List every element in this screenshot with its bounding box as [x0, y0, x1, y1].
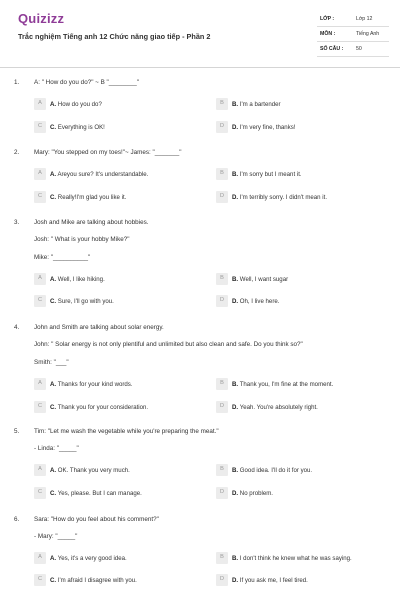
option-letter: D — [219, 489, 225, 495]
option-text: Sure, I'll go with you. — [57, 297, 114, 305]
worksheet-header — [0, 0, 400, 66]
option-text: I'm a bartender — [239, 100, 281, 108]
option-key: C. — [50, 576, 57, 584]
option-key: A. — [50, 100, 57, 108]
option-letter: B — [220, 380, 224, 386]
option-key: A. — [50, 380, 57, 388]
option-text: Yes, it's a very good idea. — [57, 554, 127, 562]
option-text: I'm sorry but I meant it. — [239, 170, 302, 178]
option-text: I'm afraid I disagree with you. — [57, 576, 137, 584]
option-key: A. — [50, 466, 57, 474]
option-key: C. — [50, 489, 57, 497]
option-key: C. — [50, 297, 57, 305]
option-text: If you ask me, I feel tired. — [239, 576, 308, 584]
option-letter: B — [220, 275, 224, 281]
option-text: I don't think he knew what he was saying. — [239, 554, 352, 562]
option-key: A. — [50, 554, 57, 562]
question-number: 6. — [14, 516, 20, 523]
option-letter: A — [38, 466, 42, 472]
option-letter: D — [219, 193, 225, 199]
option-letter: B — [220, 170, 224, 176]
option-key: A. — [50, 275, 57, 283]
option-letter: D — [219, 123, 225, 129]
option-text: I'm terribly sorry. I didn't mean it. — [239, 193, 328, 201]
option-key: A. — [50, 170, 57, 178]
option-text: No problem. — [239, 489, 273, 497]
option-key: C. — [50, 123, 57, 131]
option-letter: C — [37, 193, 43, 199]
option-letter: A — [38, 100, 42, 106]
question-text: - Mary: "_____" — [34, 533, 78, 540]
option-text: How do you do? — [57, 100, 102, 108]
meta-row-subject — [317, 29, 389, 42]
meta-label: LỚP : — [320, 16, 335, 22]
option-key: D. — [232, 193, 239, 201]
meta-value: 50 — [356, 46, 362, 52]
option-key: D. — [232, 403, 239, 411]
meta-row-count — [317, 44, 389, 57]
option-text: Yes, please. But I can manage. — [57, 489, 142, 497]
option-key: B. — [232, 100, 239, 108]
option-letter: B — [220, 554, 224, 560]
header-divider — [0, 67, 400, 68]
option-letter: D — [219, 576, 225, 582]
option-text: Thank you for your consideration. — [57, 403, 149, 411]
option-key: B. — [232, 466, 239, 474]
option-key: C. — [50, 403, 57, 411]
question-text: Mary: "You stepped on my toes!"~ James: "_______" — [34, 149, 182, 156]
option-key: D. — [232, 123, 239, 131]
option-key: B. — [232, 380, 239, 388]
option-key: D. — [232, 576, 239, 584]
question-text: John: " Solar energy is not only plentiful and unlimited but also clean and safe. Do you think so?" — [34, 341, 303, 348]
option-text: Well, I like hiking. — [57, 275, 105, 283]
option-letter: B — [220, 100, 224, 106]
option-key: D. — [232, 297, 239, 305]
option-text: Good idea. I'll do it for you. — [239, 466, 313, 474]
option-text: Well, I want sugar — [239, 275, 289, 283]
option-text: Thank you, I'm fine at the moment. — [239, 380, 334, 388]
question-text: A: " How do you do?" ~ B "________" — [34, 79, 140, 86]
question-text: Smith: "___" — [34, 359, 69, 366]
question-number: 4. — [14, 324, 20, 331]
question-text: John and Smith are talking about solar energy. — [34, 324, 164, 331]
option-letter: D — [219, 297, 225, 303]
option-key: C. — [50, 193, 57, 201]
option-letter: A — [38, 170, 42, 176]
option-key: B. — [232, 275, 239, 283]
question-number: 3. — [14, 219, 20, 226]
option-letter: C — [37, 123, 43, 129]
option-text: I'm very fine, thanks! — [239, 123, 296, 131]
option-text: Areyou sure? It's understandable. — [57, 170, 149, 178]
quizizz-logo: Quizizz — [18, 11, 65, 26]
option-letter: C — [37, 297, 43, 303]
option-text: Everything is OK! — [57, 123, 105, 131]
option-letter: C — [37, 403, 43, 409]
option-text: Really!I'm glad you like it. — [57, 193, 127, 201]
meta-label: MÔN : — [320, 31, 336, 37]
question-number: 2. — [14, 149, 20, 156]
option-letter: C — [37, 489, 43, 495]
question-number: 5. — [14, 428, 20, 435]
question-text: Josh and Mike are talking about hobbies. — [34, 219, 149, 226]
option-text: Thanks for your kind words. — [57, 380, 133, 388]
option-text: Oh, I live here. — [239, 297, 280, 305]
option-text: Yeah. You're absolutely right. — [239, 403, 318, 411]
option-letter: C — [37, 576, 43, 582]
option-letter: D — [219, 403, 225, 409]
option-letter: A — [38, 554, 42, 560]
option-text: OK. Thank you very much. — [57, 466, 130, 474]
question-number: 1. — [14, 79, 20, 86]
option-key: B. — [232, 170, 239, 178]
option-letter: B — [220, 466, 224, 472]
option-key: D. — [232, 489, 239, 497]
worksheet-title: Trắc nghiệm Tiếng anh 12 Chức năng giao tiếp - Phần 2 — [18, 32, 211, 41]
option-letter: A — [38, 380, 42, 386]
option-key: B. — [232, 554, 239, 562]
question-text: Josh: " What is your hobby Mike?" — [34, 236, 130, 243]
question-text: - Linda: "_____" — [34, 445, 79, 452]
option-letter: A — [38, 275, 42, 281]
meta-value: Tiếng Anh — [356, 31, 380, 37]
question-text: Tim: "Let me wash the vegetable while you're preparing the meat." — [34, 428, 219, 435]
meta-label: SỐ CÂU : — [320, 46, 344, 52]
question-text: Sara: "How do you feel about his comment?" — [34, 516, 159, 523]
question-text: Mike: "__________" — [34, 254, 91, 261]
meta-value: Lớp 12 — [356, 16, 373, 22]
meta-row-class — [317, 14, 389, 27]
